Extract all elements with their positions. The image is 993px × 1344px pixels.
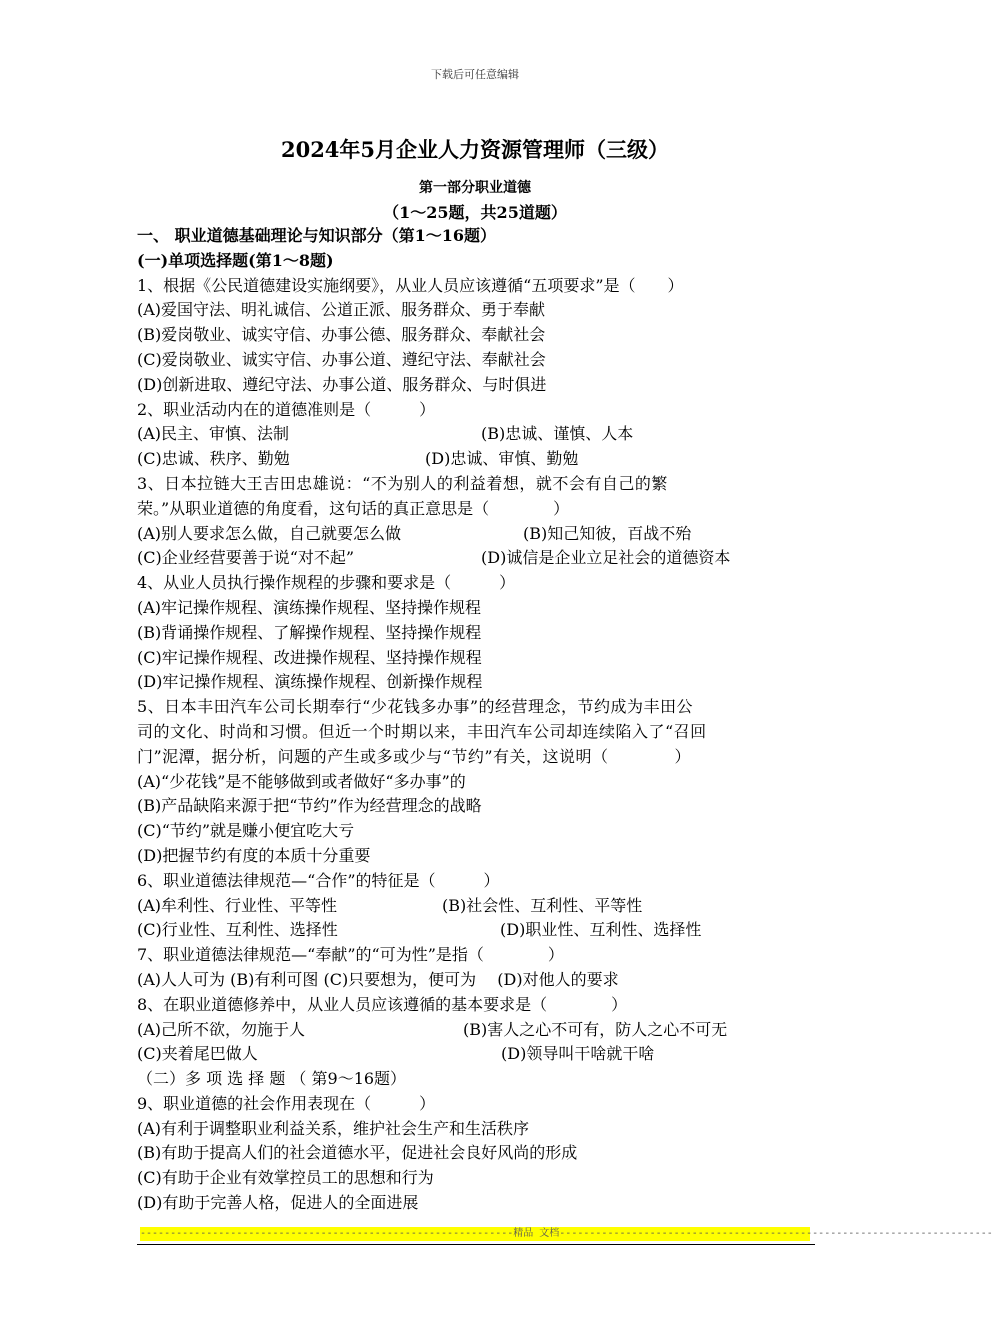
question-stem-continued: 司的文化、时尚和习惯。但近一个时期以来，丰田汽车公司却连续陷入了“召回	[137, 721, 707, 741]
option-b: (B)知己知彼，百战不殆	[523, 523, 692, 543]
option-b: (B)社会性、互利性、平等性	[442, 895, 643, 915]
option-b: (B)爱岗敬业、诚实守信、办事公德、服务群众、奉献社会	[137, 325, 546, 345]
option-b: (B)有助于提高人们的社会道德水平，促进社会良好风尚的形成	[137, 1143, 578, 1163]
question-stem-continued: 门”泥潭，据分析，问题的产生或多或少与“节约”有关，这说明（ ）	[137, 746, 692, 766]
option-row	[137, 918, 817, 943]
option-c: (C)行业性、互利性、选择性	[137, 920, 338, 940]
option-d: (D)忠诚、审慎、勤勉	[425, 449, 579, 469]
option-b: (B)忠诚、谨慎、人本	[481, 424, 634, 444]
subsection-heading: （二）多 项 选 择 题 （ 第9～16题）	[137, 1069, 407, 1089]
option-a: (A)“少花钱”是不能够做到或者做好“多办事”的	[137, 771, 466, 791]
question-stem: 3、日本拉链大王吉田忠雄说：“不为别人的利益着想，就不会有自己的繁	[137, 473, 668, 493]
option-c: (C)“节约”就是赚小便宜吃大亏	[137, 821, 355, 841]
header-note: 下载后可任意编辑	[431, 68, 519, 81]
question-stem: 6、职业道德法律规范—“合作”的特征是（ ）	[137, 870, 500, 890]
footer-rule	[137, 1244, 815, 1245]
option-d: (D)创新进取、遵纪守法、办事公道、服务群众、与时俱进	[137, 374, 547, 394]
document-title: 2024年5月企业人力资源管理师（三级）	[280, 137, 670, 162]
option-row	[137, 894, 817, 919]
option-row	[137, 522, 817, 547]
option-c: (C)夹着尾巴做人	[137, 1044, 258, 1064]
option-a: (A)牢记操作规程、演练操作规程、坚持操作规程	[137, 597, 482, 617]
question-stem: 8、在职业道德修养中，从业人员应该遵循的基本要求是（ ）	[137, 994, 628, 1014]
option-d: (D)领导叫干啥就干啥	[501, 1044, 655, 1064]
subsection-heading: (一)单项选择题(第1～8题)	[137, 250, 334, 270]
option-row: (A)人人可为 (B)有利可图 (C)只要想为，便可为 (D)对他人的要求	[137, 969, 619, 989]
option-a: (A)有利于调整职业利益关系，维护社会生产和生活秩序	[137, 1118, 530, 1138]
option-row	[137, 447, 817, 472]
option-row	[137, 546, 817, 571]
option-a: (A)爱国守法、明礼诚信、公道正派、服务群众、勇于奉献	[137, 300, 546, 320]
option-a: (A)牟利性、行业性、平等性	[137, 895, 338, 915]
option-d: (D)有助于完善人格，促进人的全面进展	[137, 1193, 419, 1213]
question-content	[137, 224, 817, 1216]
option-c: (C)爱岗敬业、诚实守信、办事公道、遵纪守法、奉献社会	[137, 349, 546, 369]
option-c: (C)企业经营要善于说“对不起”	[137, 548, 355, 568]
option-d: (D)诚信是企业立足社会的道德资本	[481, 548, 731, 568]
part-range: （1～25题，共25道题）	[383, 203, 567, 222]
question-stem-continued: 荣。”从职业道德的角度看，这句话的真正意思是（ ）	[137, 498, 570, 518]
option-c: (C)忠诚、秩序、勤勉	[137, 449, 290, 469]
section-heading: 一、 职业道德基础理论与知识部分（第1～16题）	[137, 226, 496, 245]
option-c: (C)牢记操作规程、改进操作规程、坚持操作规程	[137, 647, 482, 667]
option-b: (B)背诵操作规程、了解操作规程、坚持操作规程	[137, 622, 482, 642]
option-row	[137, 422, 817, 447]
question-stem: 4、从业人员执行操作规程的步骤和要求是（ ）	[137, 573, 516, 593]
option-b: (B)害人之心不可有，防人之心不可无	[463, 1019, 728, 1039]
option-c: (C)有助于企业有效掌控员工的思想和行为	[137, 1168, 434, 1188]
option-a: (A)别人要求怎么做，自己就要怎么做	[137, 523, 402, 543]
option-a: (A)己所不欲，勿施于人	[137, 1019, 306, 1039]
question-stem: 7、职业道德法律规范—“奉献”的“可为性”是指（ ）	[137, 945, 564, 965]
option-d: (D)牢记操作规程、演练操作规程、创新操作规程	[137, 672, 483, 692]
question-stem: 9、职业道德的社会作用表现在（ ）	[137, 1093, 436, 1113]
option-d: (D)职业性、互利性、选择性	[500, 920, 702, 940]
option-row	[137, 1042, 817, 1067]
question-stem: 5、日本丰田汽车公司长期奉行“少花钱多办事”的经营理念，节约成为丰田公	[137, 697, 694, 717]
option-d: (D)把握节约有度的本质十分重要	[137, 845, 371, 865]
option-a: (A)民主、审慎、法制	[137, 424, 290, 444]
question-stem: 2、职业活动内在的道德准则是（ ）	[137, 399, 436, 419]
option-b: (B)产品缺陷来源于把“节约”作为经营理念的战略	[137, 796, 482, 816]
footer-highlight-bar: --------------------------------------------------------------精品 文档------------------------------------------------------------------------	[140, 1228, 993, 1239]
question-stem: 1、根据《公民道德建设实施纲要》，从业人员应该遵循“五项要求”是（ ）	[137, 275, 684, 295]
option-row	[137, 1018, 817, 1043]
part-title: 第一部分职业道德	[419, 180, 531, 196]
